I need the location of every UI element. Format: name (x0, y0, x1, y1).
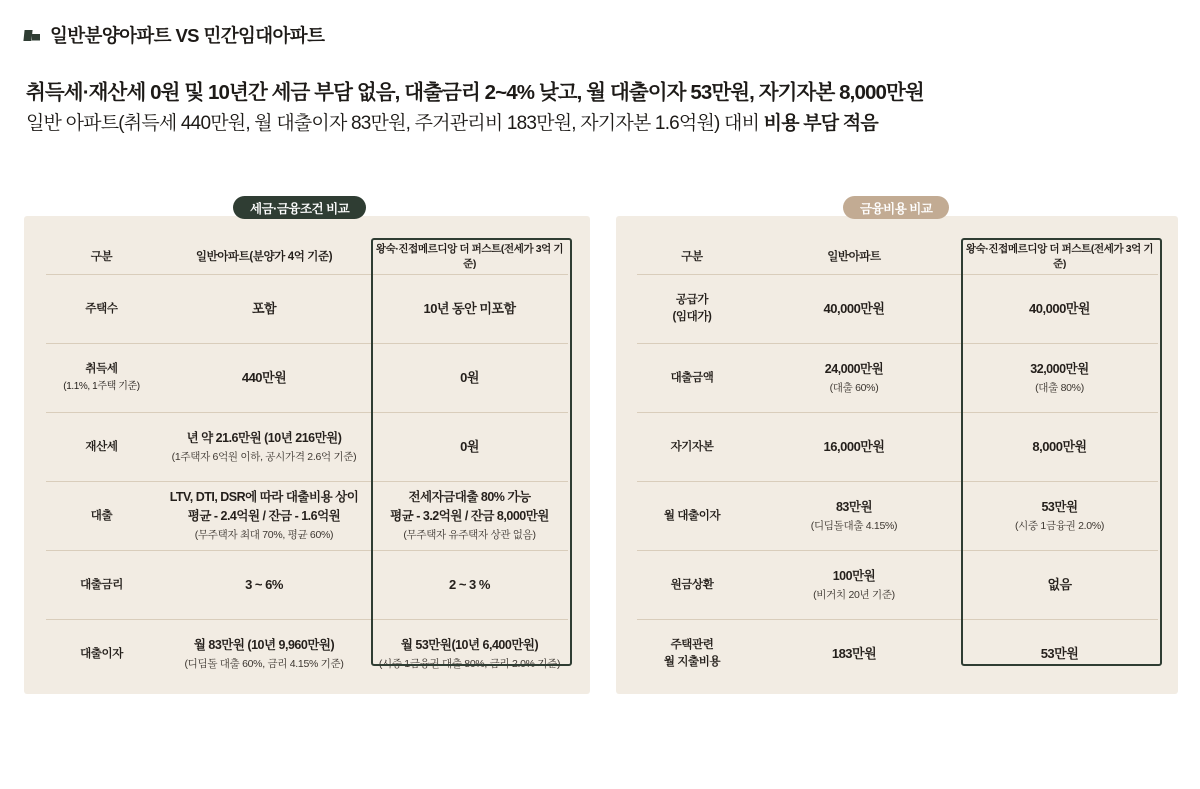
row-label (46, 344, 157, 413)
row-label-sub: (임대가) (672, 311, 712, 323)
row-value-general-main: 월 83만원 (10년 9,960만원) (193, 637, 335, 652)
row-value-target: 2 ~ 3 % (371, 551, 568, 620)
row-value-target-sub: (무주택자 유주택자 상관 없음) (403, 528, 536, 541)
row-value-general-sub: (무주택자 최대 70%, 평균 60%) (194, 528, 334, 541)
table-row (637, 413, 1158, 482)
row-value-general (747, 344, 961, 413)
row-value-target-sub: (시중 1금융권 2.0%) (1014, 519, 1105, 532)
headline-line-1: 취득세·재산세 0원 및 10년간 세금 부담 없음, 대출금리 2~4% 낮고, 월 대출이자 53만원, 자기자본 8,000만원 (26, 81, 924, 104)
row-label: 대출금액 (637, 344, 747, 413)
headline-line-2-bold: 비용 부담 적음 (763, 112, 878, 134)
row-value-general-main: 83만원 (835, 499, 873, 514)
row-value-target-main: 32,000만원 (1030, 361, 1089, 376)
row-label: 월 대출이자 (637, 482, 747, 551)
table-row (46, 482, 568, 551)
table-row (46, 344, 568, 413)
table-row (637, 344, 1158, 413)
row-label: 대출이자 (80, 647, 123, 660)
table-row (46, 413, 568, 482)
row-value-general: 포함 (157, 275, 371, 344)
logo-icon (24, 27, 41, 44)
row-value-target-main: 평균 - 3.2억원 / 잔금 8,000만원 (390, 509, 549, 524)
table-row (637, 620, 1158, 689)
row-value-target-main: 월 53만원(10년 6,400만원) (400, 637, 539, 652)
col-header-category: 구분 (637, 238, 747, 275)
headline-block (26, 78, 1176, 138)
row-value-target: 0원 (371, 413, 568, 482)
row-value-general-sub: (1주택자 6억원 이하, 공시가격 2.6억 기준) (171, 450, 357, 463)
row-label-main: 취득세 (85, 363, 118, 376)
headline-line-2 (26, 110, 1176, 139)
row-value-general-main: 년 약 21.6만원 (10년 216만원) (186, 430, 342, 445)
table-row (46, 620, 568, 689)
row-value-general-sub: (비거치 20년 기준) (813, 588, 895, 601)
row-value-general: 183만원 (831, 646, 877, 662)
col-header-target: 왕숙·진접메르디앙 더 퍼스트(전세가 3억 기준) (371, 238, 568, 275)
row-value-target (371, 482, 568, 551)
row-value-general-main: 24,000만원 (824, 361, 884, 376)
col-header-general: 일반아파트 (747, 238, 961, 275)
row-value-general: 16,000만원 (747, 413, 961, 482)
panel-right-tab-label: 금융비용 비교 (843, 196, 949, 219)
row-value-target (371, 620, 568, 689)
row-label: 대출금리 (46, 551, 157, 620)
table-row (46, 551, 568, 620)
table-header-row (46, 238, 568, 275)
row-label-main: 주택관련 (670, 639, 714, 652)
panel-left-tab-label: 세금·금융조건 비교 (233, 196, 366, 219)
row-value-general: 40,000만원 (747, 275, 961, 344)
document-header (24, 22, 324, 48)
row-value-target-sub: (시중 1금융권 대출 80%, 금리 2.0% 기준) (378, 657, 561, 670)
table-row (46, 275, 568, 344)
row-value-general-sub: (디딤돌대출 4.15%) (810, 519, 898, 532)
row-label-main: 공급가 (675, 294, 709, 307)
row-label: 재산세 (46, 413, 157, 482)
row-value-target: 53만원 (1040, 646, 1079, 662)
table-header-row (637, 238, 1158, 275)
row-value-target-top: 전세자금대출 80% 가능 (408, 490, 531, 505)
col-header-category: 구분 (46, 238, 157, 275)
row-label (637, 620, 747, 689)
row-value-general (747, 551, 961, 620)
table-tax-finance (46, 238, 568, 688)
table-row (637, 482, 1158, 551)
row-value-general (157, 413, 371, 482)
col-header-general: 일반아파트(분양가 4억 기준) (157, 238, 371, 275)
row-value-general (157, 482, 371, 551)
row-value-general-sub: (디딤돌 대출 60%, 금리 4.15% 기준) (184, 657, 344, 670)
row-label-sub: 월 지출비용 (663, 656, 721, 668)
table-finance-cost (637, 238, 1158, 688)
page-title: 일반분양아파트 VS 민간임대아파트 (50, 25, 325, 46)
row-value-general-sub: (대출 60%) (829, 381, 879, 394)
row-value-target-sub: (대출 80%) (1035, 381, 1084, 394)
row-value-target (961, 344, 1158, 413)
row-value-general: 440만원 (157, 344, 371, 413)
row-label: 자기자본 (637, 413, 747, 482)
row-value-target: 0원 (371, 344, 568, 413)
row-value-target-main: 53만원 (1041, 499, 1078, 514)
row-value-target: 8,000만원 (961, 413, 1158, 482)
row-value-general (157, 620, 371, 689)
col-header-target: 왕숙·진접메르디앙 더 퍼스트(전세가 3억 기준) (961, 238, 1158, 275)
row-value-general-main: 100만원 (832, 568, 876, 583)
row-label (637, 275, 747, 344)
headline-line-2-normal: 일반 아파트(취득세 440만원, 월 대출이자 83만원, 주거관리비 183만원, 자기자본 1.6억원) 대비 (26, 112, 764, 134)
row-label: 원금상환 (637, 551, 747, 620)
row-value-general-top: LTV, DTI, DSR에 따라 대출비용 상이 (169, 490, 359, 505)
row-label-sub: (1.1%, 1주택 기준) (63, 381, 140, 392)
row-label: 주택수 (46, 275, 157, 344)
row-label: 대출 (46, 482, 157, 551)
row-value-general: 3 ~ 6% (157, 551, 371, 620)
table-row (637, 275, 1158, 344)
row-value-target: 없음 (961, 551, 1158, 620)
table-row (637, 551, 1158, 620)
row-value-target: 10년 동안 미포함 (371, 275, 568, 344)
row-value-general-main: 평균 - 2.4억원 / 잔금 - 1.6억원 (187, 509, 341, 524)
row-value-target (961, 482, 1158, 551)
row-value-target: 40,000만원 (961, 275, 1158, 344)
row-value-general (747, 482, 961, 551)
